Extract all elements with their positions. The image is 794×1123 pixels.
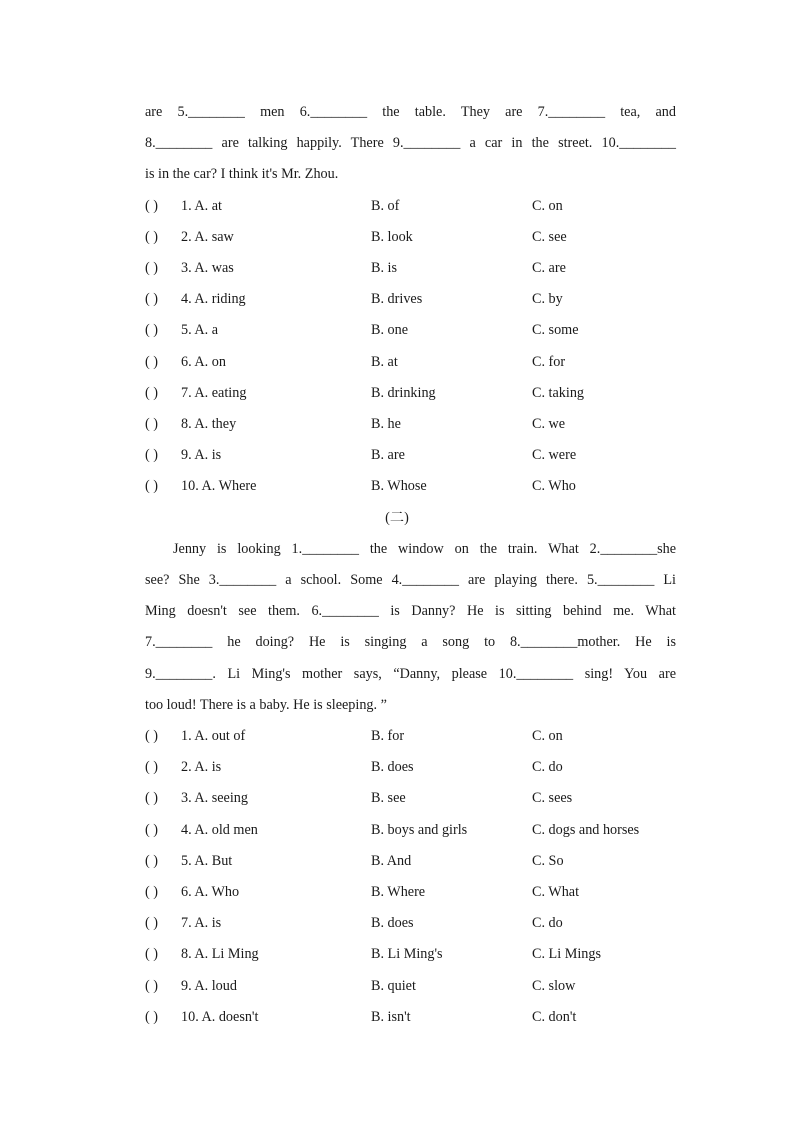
option-a: 5. A. But — [181, 852, 233, 869]
option-b: B. isn't — [371, 1008, 411, 1025]
passage-1 — [145, 97, 676, 191]
answer-bracket[interactable]: ( ) — [145, 259, 158, 276]
option-c: C. don't — [532, 1008, 577, 1025]
option-c: C. dogs and horses — [532, 821, 640, 838]
question-row — [145, 471, 685, 502]
answer-bracket[interactable]: ( ) — [145, 852, 158, 869]
option-a: 2. A. saw — [181, 228, 234, 245]
option-b: B. And — [371, 852, 412, 869]
option-c: C. do — [532, 759, 563, 776]
option-b: B. look — [371, 228, 413, 245]
passage-1-line: are 5.________ men 6.________ the table. They are 7.________ tea, and — [145, 104, 676, 120]
question-row — [145, 347, 685, 378]
option-c: C. taking — [532, 384, 585, 401]
option-c: C. we — [532, 415, 566, 432]
answer-bracket[interactable]: ( ) — [145, 790, 158, 807]
option-b: B. Where — [371, 883, 426, 900]
question-row — [145, 815, 685, 846]
answer-bracket[interactable]: ( ) — [145, 353, 158, 370]
passage-2-line: Ming doesn't see them. 6.________ is Danny? He is sitting behind me. What — [145, 603, 676, 620]
option-a: 7. A. eating — [181, 384, 247, 401]
option-c: C. So — [532, 852, 564, 869]
option-b: B. boys and girls — [371, 821, 468, 838]
option-a: 3. A. seeing — [181, 790, 248, 807]
passage-2-line: 7.________ he doing? He is singing a song to 8.________mother. He is — [145, 634, 676, 651]
question-row — [145, 191, 685, 222]
option-a: 3. A. was — [181, 259, 234, 276]
passage-2-line: too loud! There is a baby. He is sleeping. ” — [145, 696, 387, 713]
option-a: 2. A. is — [181, 759, 222, 776]
option-c: C. Who — [532, 478, 576, 495]
option-c: C. Li Mings — [532, 946, 601, 963]
passage-2-line: Jenny is looking 1.________ the window on the train. What 2.________she — [173, 540, 676, 557]
option-b: B. drives — [371, 291, 423, 308]
option-a: 8. A. Li Ming — [181, 946, 259, 963]
answer-bracket[interactable]: ( ) — [145, 322, 158, 339]
option-a: 4. A. old men — [181, 821, 258, 838]
question-row — [145, 908, 685, 939]
option-b: B. one — [371, 322, 409, 339]
answer-bracket[interactable]: ( ) — [145, 384, 158, 401]
option-a: 7. A. is — [181, 915, 222, 932]
option-b: B. is — [371, 259, 398, 276]
option-c: C. on — [532, 728, 563, 744]
option-a: 5. A. a — [181, 322, 219, 339]
answer-bracket[interactable]: ( ) — [145, 883, 158, 900]
answer-bracket[interactable]: ( ) — [145, 915, 158, 932]
option-b: B. of — [371, 197, 400, 214]
answer-bracket[interactable]: ( ) — [145, 197, 158, 214]
option-b: B. see — [371, 790, 406, 807]
question-row — [145, 752, 685, 783]
question-row — [145, 440, 685, 471]
question-row — [145, 877, 685, 908]
passage-1-line: is in the car? I think it's Mr. Zhou. — [145, 166, 339, 183]
option-c: C. for — [532, 353, 566, 370]
answer-bracket[interactable]: ( ) — [145, 759, 158, 776]
option-b: B. he — [371, 415, 401, 432]
option-a: 6. A. on — [181, 353, 226, 370]
option-c: C. sees — [532, 790, 573, 807]
passage-2-line: see? She 3.________ a school. Some 4.________ are playing there. 5.________ Li — [145, 571, 676, 588]
question-list-2 — [145, 721, 685, 1033]
question-row — [145, 378, 685, 409]
answer-bracket[interactable]: ( ) — [145, 946, 158, 963]
option-a: 10. A. Where — [181, 478, 257, 495]
question-row — [145, 783, 685, 814]
option-b: B. are — [371, 447, 405, 464]
option-a: 1. A. at — [181, 197, 222, 214]
question-row — [145, 939, 685, 970]
option-a: 9. A. is — [181, 447, 222, 464]
option-c: C. on — [532, 197, 563, 214]
option-b: B. drinking — [371, 384, 436, 401]
question-list-1 — [145, 191, 685, 503]
question-row — [145, 315, 685, 346]
option-b: B. at — [371, 353, 398, 370]
section-2-heading: (二) — [385, 509, 409, 526]
option-b: B. for — [371, 728, 405, 744]
question-row — [145, 971, 685, 1002]
passage-2-line: 9.________. Li Ming's mother says, “Danny, please 10.________ sing! You are — [145, 665, 676, 682]
option-c: C. by — [532, 291, 563, 308]
answer-bracket[interactable]: ( ) — [145, 728, 158, 744]
passage-1-line: 8.________ are talking happily. There 9.________ a car in the street. 10.________ — [145, 135, 676, 152]
option-a: 8. A. they — [181, 415, 237, 432]
question-row — [145, 1002, 685, 1033]
answer-bracket[interactable]: ( ) — [145, 291, 158, 308]
option-a: 10. A. doesn't — [181, 1008, 259, 1025]
option-a: 9. A. loud — [181, 977, 237, 994]
answer-bracket[interactable]: ( ) — [145, 478, 158, 495]
option-b: B. does — [371, 915, 414, 932]
option-b: B. quiet — [371, 977, 416, 994]
option-c: C. were — [532, 447, 577, 464]
option-c: C. some — [532, 322, 579, 339]
option-b: B. does — [371, 759, 414, 776]
question-row — [145, 409, 685, 440]
question-row — [145, 284, 685, 315]
answer-bracket[interactable]: ( ) — [145, 1008, 158, 1025]
option-b: B. Li Ming's — [371, 946, 443, 963]
option-a: 6. A. Who — [181, 883, 240, 900]
option-a: 1. A. out of — [181, 728, 246, 744]
question-row — [145, 253, 685, 284]
question-row — [145, 846, 685, 877]
option-c: C. What — [532, 883, 580, 900]
answer-bracket[interactable]: ( ) — [145, 415, 158, 432]
answer-bracket[interactable]: ( ) — [145, 821, 158, 838]
answer-bracket[interactable]: ( ) — [145, 977, 158, 994]
option-b: B. Whose — [371, 478, 427, 495]
answer-bracket[interactable]: ( ) — [145, 447, 158, 464]
question-row — [145, 222, 685, 253]
answer-bracket[interactable]: ( ) — [145, 228, 158, 245]
option-c: C. slow — [532, 977, 576, 994]
passage-2 — [145, 534, 676, 721]
option-c: C. are — [532, 259, 566, 276]
option-a: 4. A. riding — [181, 291, 246, 308]
option-c: C. do — [532, 915, 563, 932]
option-c: C. see — [532, 228, 567, 245]
question-row — [145, 721, 685, 752]
